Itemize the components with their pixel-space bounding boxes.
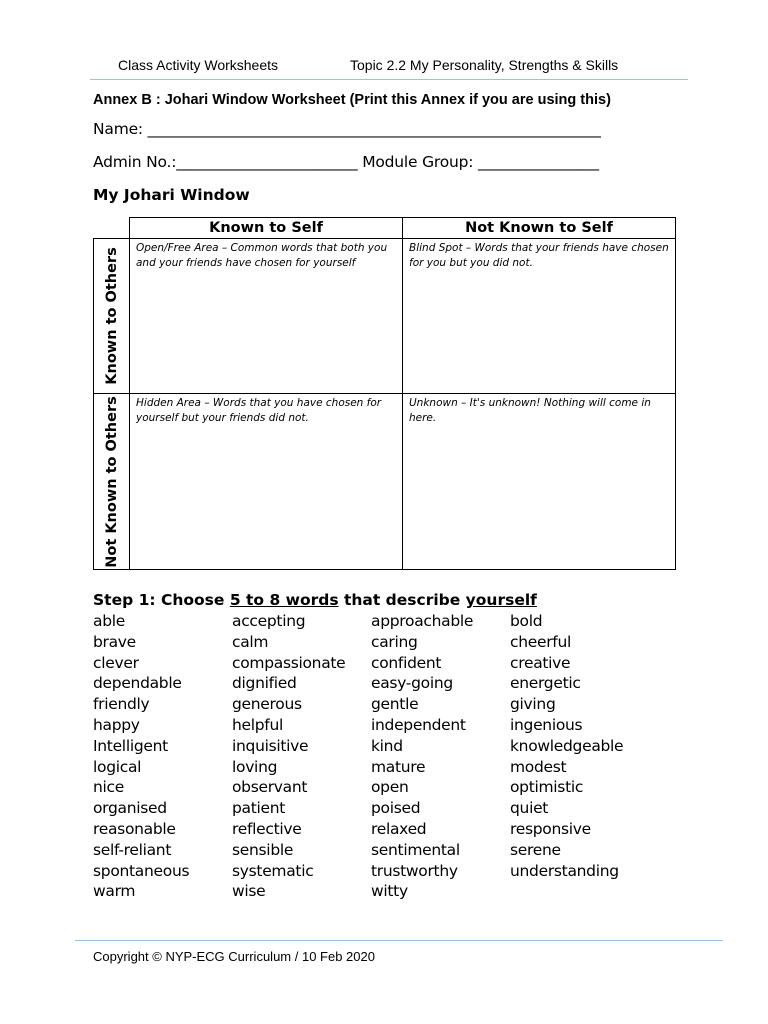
word-option[interactable] [510,881,649,902]
admin-module-field-line[interactable]: Admin No.:________________________ Module Group: ________________ [93,153,599,171]
row-header-known-to-others [94,239,130,394]
word-option[interactable]: relaxed [371,819,427,838]
word-option[interactable]: energetic [510,674,581,693]
word-option[interactable]: reflective [232,819,302,838]
word-option[interactable]: trustworthy [371,861,458,880]
word-option[interactable]: bold [510,612,543,630]
word-option[interactable]: dignified [232,674,297,693]
word-option[interactable]: modest [510,757,567,776]
row-header-not-known-to-others [94,394,130,570]
word-option[interactable]: understanding [510,861,619,880]
step-count: 5 to 8 words [229,591,339,609]
word-option[interactable]: confident [371,653,442,672]
johari-window-table [93,217,676,570]
header-right: Topic 2.2 My Personality, Strengths & Skills [350,57,619,73]
word-option[interactable]: independent [371,715,466,734]
unknown-cell: Unknown – It's unknown! Nothing will come in here. [403,394,676,570]
word-option[interactable]: dependable [93,674,182,693]
word-option[interactable]: inquisitive [232,736,309,755]
word-option[interactable]: nice [93,778,124,797]
step-1-instruction [93,591,537,609]
word-option[interactable]: reasonable [93,819,176,838]
footer-copyright: Copyright © NYP-ECG Curriculum / 10 Feb 2020 [93,949,375,964]
corner-cell [94,218,130,239]
word-option[interactable]: witty [371,882,408,901]
hidden-area-cell: Hidden Area – Words that you have chosen for yourself but your friends did not. [130,394,403,570]
word-option[interactable]: friendly [93,695,150,714]
name-field-line[interactable]: Name: ____________________________________________________________ [93,120,601,138]
blind-spot-cell: Blind Spot – Words that your friends have chosen for you but you did not. [403,239,676,394]
word-option[interactable]: cheerful [510,632,571,651]
word-option[interactable]: warm [93,882,136,901]
word-option[interactable]: self-reliant [93,840,172,859]
open-area-cell: Open/Free Area – Common words that both you and your friends have chosen for yourself [130,239,403,394]
word-option[interactable]: observant [232,778,308,797]
header-left: Class Activity Worksheets [118,57,279,73]
word-option[interactable]: sentimental [371,840,460,859]
word-option[interactable]: generous [232,695,302,714]
word-option[interactable]: approachable [371,612,474,630]
word-option[interactable]: calm [232,632,269,651]
annex-title: Annex B : Johari Window Worksheet (Print this Annex if you are using this) [93,92,611,108]
word-option[interactable]: knowledgeable [510,736,624,755]
word-option[interactable]: clever [93,653,139,672]
word-option[interactable]: compassionate [232,653,346,672]
word-option[interactable]: wise [232,882,266,901]
step-target: yourself [465,591,537,609]
word-option[interactable]: optimistic [510,778,584,797]
word-option[interactable]: logical [93,757,142,776]
word-option[interactable]: quiet [510,799,549,818]
word-option[interactable]: easy-going [371,674,453,693]
word-option[interactable]: loving [232,757,278,776]
word-option[interactable]: mature [371,757,426,776]
word-option[interactable]: giving [510,695,556,714]
col-header-known-to-self: Known to Self [130,218,403,239]
step-prefix: Step 1: Choose [93,591,230,609]
word-option[interactable]: open [371,778,409,797]
word-list-grid [93,611,649,902]
word-option[interactable]: sensible [232,840,294,859]
word-option[interactable]: spontaneous [93,861,190,880]
footer-rule [75,940,723,941]
row-header-known-to-others-label: Known to Others [103,247,120,385]
word-option[interactable]: systematic [232,861,314,880]
word-option[interactable]: Intelligent [93,736,168,755]
col-header-not-known-to-self: Not Known to Self [403,218,676,239]
row-header-not-known-to-others-label: Not Known to Others [103,395,120,568]
word-option[interactable]: ingenious [510,715,583,734]
word-option[interactable]: able [93,612,125,630]
word-option[interactable]: creative [510,653,571,672]
step-middle: that describe [338,591,466,609]
word-option[interactable]: kind [371,736,403,755]
word-option[interactable]: serene [510,840,561,859]
word-option[interactable]: gentle [371,695,419,714]
word-option[interactable]: patient [232,799,286,818]
word-option[interactable]: poised [371,799,421,818]
word-option[interactable]: responsive [510,819,591,838]
word-option[interactable]: organised [93,799,167,818]
section-title: My Johari Window [93,186,250,204]
word-option[interactable]: accepting [232,612,306,630]
word-option[interactable]: caring [371,632,418,651]
word-option[interactable]: brave [93,632,136,651]
header-rule [90,79,688,80]
word-option[interactable]: happy [93,715,140,734]
word-option[interactable]: helpful [232,715,283,734]
